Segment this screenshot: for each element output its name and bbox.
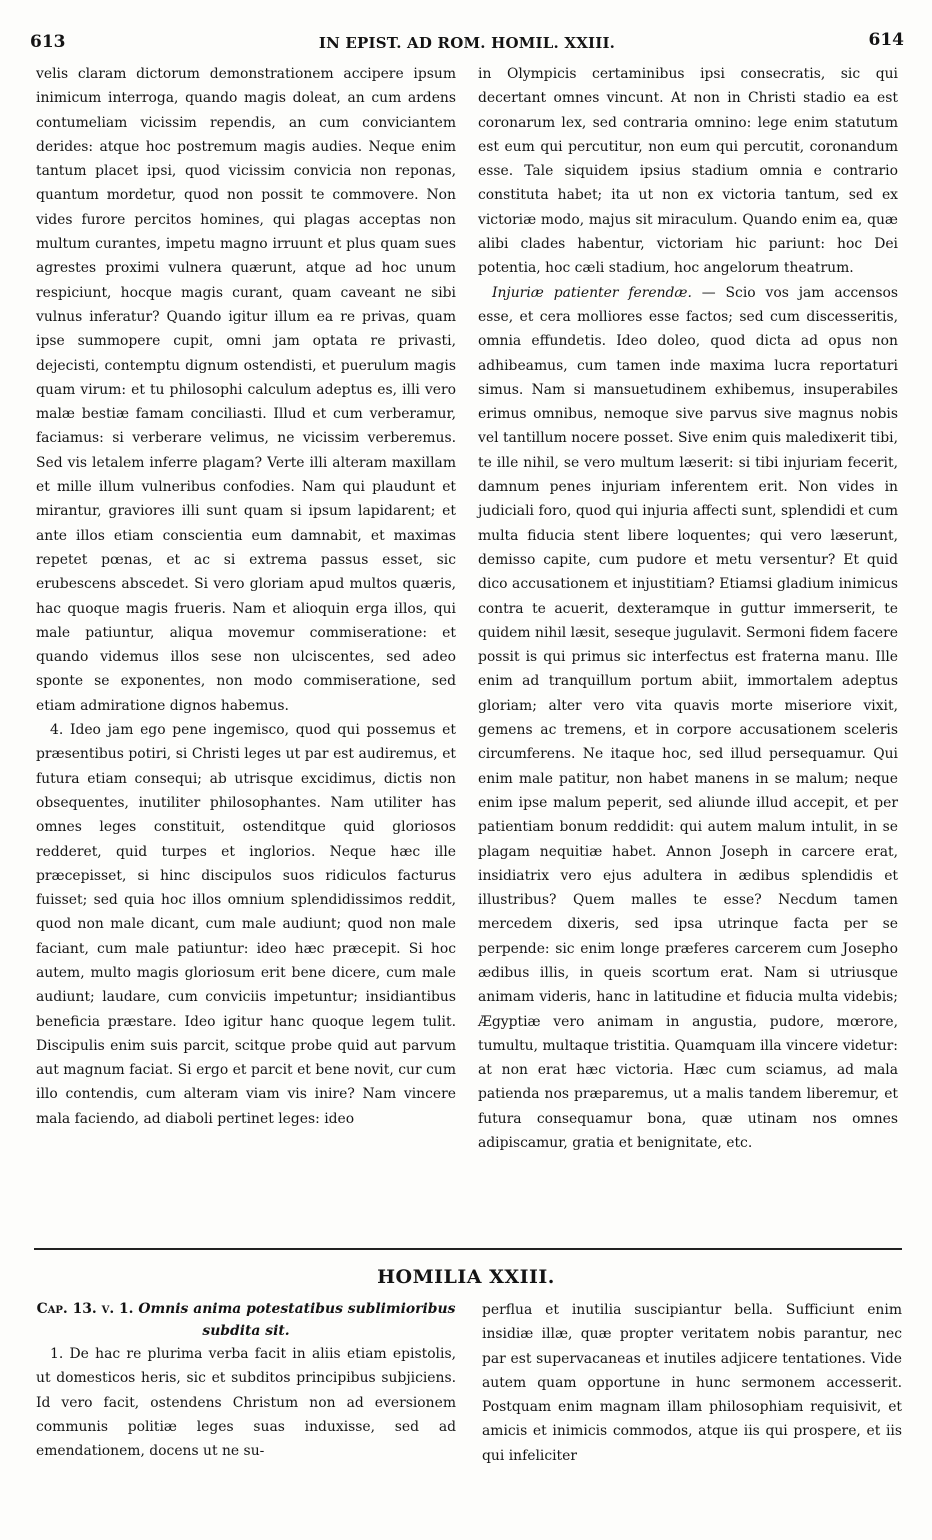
paragraph-text: — Scio vos jam accensos esse, et cera molliores esse factos; sed cum discesseritis, omnia effundetis. Ideo doleo, quod dicta ad opus non adhibeamus, cum tamen inde maxima lucra reportaturi simus. Nam si mansuetudinem exhibemus, insuperabiles erimus omnibus, nemoque sive parvus sive magnus nobis vel tantillum nocere posset. Sive enim quis maledixerit tibi, te ille nihil, se vero multum læserit: si tibi injuriam fecerit, damnum penes injuriam inferentem erit. Non vides in judiciali foro, quod qui injuria affecti sunt, splendidi et cum multa fiducia stent libere loquentes; qui vero læserunt, demisso capite, cum pudore et metu versentur? Et quid dico accusationem et injustitiam? Etiamsi gladium inimicus contra te acuerit, dexteramque in guttur immerserit, te quidem nihil læsit, seseque jugulavit. Sermoni fidem facere possit is qui primus sic interfectus est fraterna manu. Ille enim ad tranquillum portum abiit, immortalem adeptus gloriam; alter vero vita quavis morte miseriore vixit, gemens ac tremens, et in corpore accusationem sceleris circumferens. Ne itaque hoc, sed illud persequamur. Qui enim male patitur, non habet manens in se malum; neque enim ipse malum peperit, sed aliunde illud accepit, et per patientiam bonum reddidit: qui autem malum intulit, in se plagam nequitiæ habet. Annon Joseph in carcere erat, insidiatrix vero ejus adultera in ædibus splendidis et illustribus? Quem malles te esse? Necdum tamen mercedem dixeris, sed ipsa utrinque facta per se perpende: sic enim longe præferes carcerem cum Josepho ædibus illis, in queis scortum erat. Nam si utriusque animam videris, hanc in latitudine et fiducia multa videbis; Ægyptiæ vero animam in angustia, pudore, mœrore, tumultu, multaque tristitia. Quamquam illa vincere videtur: at non erat hæc victoria. Hæc cum sciamus, ad mala patienda nos præparemus, ut a malis tandem liberemur, et futura consequamur bona, quæ utinam nos omnes adipiscamur, gratia et benignitate, etc. (478, 284, 898, 1152)
bottom-left-column (36, 1298, 456, 1463)
chapter-text: Omnis anima potestatibus sublimioribus subdita sit. (138, 1301, 456, 1339)
page-number-left: 613 (30, 32, 66, 52)
paragraph: velis claram dictorum demonstrationem accipere ipsum inimicum interroga, quando magis doleat, an cum ardens contumeliam vicissim rependis, an cum conviciantem derides: atque hoc postremum magis audies. Neque enim tantum placet ipsi, quod vicissim convicia non reponas, quantum mordetur, quod non possit te commovere. Non vides furore percitos homines, qui plagas acceptas non multum curantes, impetu magno irruunt et plus quam sues agrestes proximi vulnera quærunt, atque ad hoc unum respiciunt, hocque magis curant, quam caveant ne sibi vulnus inferatur? Quando igitur illum ea re privas, quam ipse summopere cupit, omni jam optata re privasti, dejecisti, contemptu dignum ostendisti, et puerulum magis quam virum: et tu philosophi calculum adeptus es, illi vero malæ bestiæ famam conciliasti. Illud et cum verberamur, faciamus: si verberare velimus, ne vicissim verberemus. Sed vis letalem inferre plagam? Verte illi alteram maxillam et mille illum vulneribus confodies. Nam qui plaudunt et mirantur, graviores illi sunt quam si ipsum lapidarent; et ante illos etiam conscientia eum damnabit, et maximas repetet pœnas, et ac si extrema passus esset, sic erubescens abscedet. Si vero gloriam apud multos quæris, hac quoque magis frueris. Nam et alioquin erga illos, qui male patiuntur, aliqua movemur commiseratione: et quando videmus illos sese non ulciscentes, sed adeo sponte se exponentes, non modo commiseratione, sed etiam admiratione dignos habemus. (36, 66, 456, 714)
paragraph: 4. Ideo jam ego pene ingemisco, quod qui possemus et præsentibus potiri, si Christi leges ut par est audiremus, et futura etiam consequi; ab utrisque excidimus, dictis non obsequentes, inutiliter philosophantes. Nam utiliter has omnes leges constituit, ostenditque quid gloriosos redderet, quid turpes et inglorios. Neque hæc ille præcepisset, si hinc discipulos suos ridiculos facturus fuisset; sed quia hoc illos omnium splendidissimos reddit, quod non male dicant, cum male audiunt; quod non male faciant, cum male patiuntur: ideo hæc præcepit. Si hoc autem, multo magis gloriosum erit bene dicere, cum male audiunt; laudare, cum conviciis impetuntur; insidiantibus beneficia præstare. Ideo igitur hanc quoque legem tulit. Discipulis enim suis parcit, scitque probe quid aut parvum aut magnum faciat. Si ergo et parcit et bene novit, cur cum illo contendis, cum alteram viam vis inire? Nam vincere mala faciendo, ad diaboli pertinet leges: ideo (36, 722, 456, 1127)
paragraph: in Olympicis certaminibus ipsi consecratis, sic qui decertant omnes vincunt. At non in Christi stadio ea est coronarum lex, sed contraria omnino: lege enim statutum est eum qui percutitur, non eum qui percutit, coronandum esse. Tale siquidem ipsius stadium omnia e contrario constituta habet; ita ut non ex victoria tantum, sed ex victoriæ modo, majus sit miraculum. Quando enim ea, quæ alibi clades habentur, victoriam hic pariunt: hoc Dei potentia, hoc cæli stadium, hoc angelorum theatrum. (478, 66, 898, 277)
bottom-right-column (482, 1298, 902, 1468)
page-number-right: 614 (868, 30, 904, 50)
paragraph: 1. De hac re plurima verba facit in aliis etiam epistolis, ut domesticos heris, sic et subditos principibus subjiciens. Id vero facit, ostendens Christum non ad eversionem communis politiæ leges suas induxisse, sed ad emendationem, docens ut ne su- (36, 1346, 456, 1460)
chapter-label: Cap. 13. v. 1. (36, 1301, 134, 1317)
section-divider (34, 1248, 902, 1250)
paragraph: perflua et inutilia suscipiantur bella. Sufficiunt enim insidiæ illæ, quæ propter veritatem nobis parantur, nec par est supervacaneas et inutiles adjicere tentationes. Vide autem quam opportune in hunc sermonem accesserit. Postquam enim magnam illam philosophiam requisivit, et amicis et inimicis commodos, atque iis qui prospere, et iis qui infeliciter (482, 1302, 902, 1464)
running-header (30, 30, 904, 60)
right-column (478, 62, 898, 1155)
running-title: IN EPIST. AD ROM. HOMIL. XXIII. (318, 34, 616, 52)
section-subheading: Injuriæ patienter ferendæ. (492, 284, 692, 301)
chapter-verse-heading (36, 1298, 456, 1342)
paragraph (478, 281, 898, 1156)
homily-title: HOMILIA XXIII. (377, 1266, 555, 1288)
left-column (36, 62, 456, 1131)
